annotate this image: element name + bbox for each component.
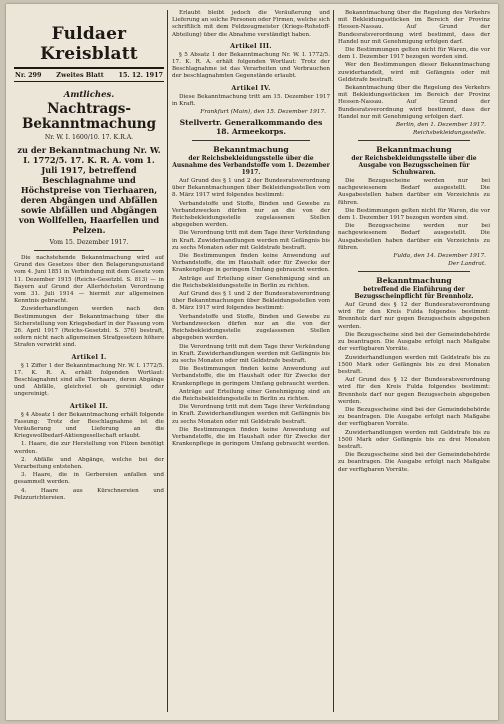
paragraph: Zuwiderhandlungen werden nach den Bestimmungen der Bekanntmachung über die Sicherstellung von Kriegsbedarf in der Fassung vom 26. April 1917 (Reichs-Gesetzbl. S. 376) bestraft, sofern nicht nach allgemeinen Strafgesetzen höhere Strafen verwirkt sind. bbox=[14, 306, 164, 349]
article-deck: zu der Bekanntmachung Nr. W. I. 1772/5. 17. K. R. A. vom 1. Juli 1917, betreffend Beschlagnahme und Höchstpreise von Tierhaaren, deren Abgängen und Abfällen sowie Abfällen und Abgängen von Wollfellen, Haarfellen und Pelzen. bbox=[17, 145, 161, 235]
signoff: Frankfurt (Main), den 15. Dezember 1917. bbox=[200, 109, 326, 116]
paragraph: Auf Grund des § 12 der Bundesratsverordnung wird für den Kreis Fulda folgendes bestimmt: Brennholz darf nur gegen Bezugsschein abgegeben werden. bbox=[338, 302, 490, 330]
headline-line-2: Bekanntmachung bbox=[21, 116, 157, 132]
masthead-title: Fuldaer Kreisblatt bbox=[40, 24, 138, 64]
paragraph: Wer den Bestimmungen dieser Bekanntmachung zuwiderhandelt, wird mit Gefängnis oder mit Geldstrafe bestraft. bbox=[338, 62, 490, 83]
section-heading: Stellvertr. Generalkommando des 18. Armeekorps. bbox=[179, 118, 323, 137]
divider bbox=[192, 140, 310, 141]
paragraph: Die Bestimmungen gelten nicht für Waren, die vor dem 1. Dezember 1917 bezogen worden sind. bbox=[338, 207, 490, 222]
headline-line-1: Nachtrags- bbox=[47, 101, 131, 117]
paragraph: Die Bezugsscheine sind bei der Gemeindebehörde zu beantragen. Die Ausgabe erfolgt nach Maßgabe der verfügbaren Vorräte. bbox=[338, 331, 490, 353]
signoff-authority: Der Landrat. bbox=[448, 261, 486, 268]
paragraph: § 5 Absatz 1 der Bekanntmachung Nr. W. I. 1772/5. 17. K. R. A. erhält folgenden Wortlaut: Trotz der Beschlagnahme ist das Verarbeiten und Verbrauchen der beschlagnahmten Gegenstände erlaubt. bbox=[172, 51, 330, 80]
signoff-place: Fulda, den 14. Dezember 1917. bbox=[393, 253, 486, 260]
paragraph: § 4 Absatz 1 der Bekanntmachung erhält folgende Fassung: Trotz der Beschlagnahme ist die Veräußerung und Lieferung an die Kriegswollbedarf-Aktiengesellschaft erlaubt. bbox=[14, 411, 164, 440]
paragraph: Anträge auf Erteilung einer Genehmigung sind an die Reichsbekleidungsstelle in Berlin zu richten. bbox=[172, 275, 330, 289]
notice-title: Bekanntmachung bbox=[376, 145, 452, 155]
edition-label: Zweites Blatt bbox=[56, 71, 104, 79]
paragraph: § 1 Ziffer 1 der Bekanntmachung Nr. W. I. 1772/5. 17. K. R. A. erhält folgenden Wortlaut: Beschlagnahmt sind alle Tierhaare, deren Abgänge und Abfälle, gleichviel ob gereinigt oder ungereinigt. bbox=[14, 362, 164, 398]
headline bbox=[14, 102, 164, 132]
list-item: 3. Haare, die in Gerbereien anfallen und gesammelt werden. bbox=[14, 472, 164, 486]
notice-subtitle: der Reichsbekleidungsstelle über die Ausgabe von Bezugsscheinen für Schuhwaren. bbox=[351, 155, 477, 177]
issue-number: Nr. 299 bbox=[15, 71, 42, 79]
paragraph: Auf Grund des § 1 und 2 der Bundesratsverordnung über Bekanntmachungen über Bekleidungsstellen vom 8. März 1917 wird folgendes bestimmt: bbox=[172, 291, 330, 312]
divider bbox=[358, 140, 470, 141]
section-kicker: Amtliches. bbox=[63, 90, 115, 100]
column-middle bbox=[172, 10, 330, 712]
article-heading: Artikel II. bbox=[69, 401, 109, 410]
paragraph: Die Bestimmungen gelten nicht für Waren, die vor dem 1. Dezember 1917 bezogen worden sind. bbox=[338, 47, 490, 61]
paragraph: Die Bestimmungen finden keine Anwendung auf Verbandstoffe, die im Haushalt oder für Zwecke der Krankenpflege in geringem Umfang gebraucht werden. bbox=[172, 366, 330, 387]
reference-number: Nr. W. I. 1600/10. 17. K.R.A. bbox=[44, 134, 134, 141]
paragraph: Die Bestimmungen finden keine Anwendung auf Verbandstoffe, die im Haushalt oder für Zwecke der Krankenpflege in geringem Umfang gebraucht werden. bbox=[172, 253, 330, 274]
paragraph: Verbandstoffe und Stoffe, Binden und Gewebe zu Verbandzwecken dürfen nur an die von der Reichsbekleidungsstelle zugelassenen Stellen abgegeben werden. bbox=[172, 200, 330, 229]
paragraph: Die Verordnung tritt mit dem Tage ihrer Verkündung in Kraft. Zuwiderhandlungen werden mit Gefängnis bis zu sechs Monaten oder mit Geldstrafe bestraft. bbox=[172, 230, 330, 251]
masthead-rule bbox=[14, 67, 164, 69]
article-heading: Artikel IV. bbox=[231, 83, 271, 92]
article-heading: Artikel I. bbox=[71, 352, 107, 361]
paragraph: Zuwiderhandlungen werden mit Geldstrafe bis zu 1500 Mark oder Gefängnis bis zu drei Monaten bestraft. bbox=[338, 429, 490, 450]
column-left bbox=[14, 10, 164, 712]
paragraph: Verbandstoffe und Stoffe, Binden und Gewebe zu Verbandzwecken dürfen nur an die von der Reichsbekleidungsstelle zugelassenen Stellen abgegeben werden. bbox=[172, 313, 330, 342]
paragraph: Die nachstehende Bekanntmachung wird auf Grund des Gesetzes über den Belagerungszustand vom 4. Juni 1851 in Verbindung mit dem Gesetz vom 11. Dezember 1915 (Reichs-Gesetzbl. S. 813) — in Bayern auf Grund der Allerhöchsten Verordnung vom 31. Juli 1914 — hiermit zur allgemeinen Kenntnis gebracht. bbox=[14, 255, 164, 305]
signoff-place: Berlin, den 1. Dezember 1917. bbox=[395, 122, 486, 129]
notice-subtitle: betreffend die Einführung der Bezugsscheinpflicht für Brennholz. bbox=[354, 286, 474, 301]
dateline: Vom 15. Dezember 1917. bbox=[49, 239, 129, 246]
list-item: 1. Haare, die zur Herstellung von Filzen benötigt werden. bbox=[14, 441, 164, 455]
list-item: 2. Abfälle und Abgänge, welche bei der Verarbeitung entstehen. bbox=[14, 456, 164, 471]
paragraph: Die Bestimmungen finden keine Anwendung auf Verbandstoffe, die im Haushalt oder für Zwecke der Krankenpflege in geringem Umfang gebraucht werden. bbox=[172, 426, 330, 448]
newspaper-page bbox=[6, 4, 498, 720]
paragraph: Die Verordnung tritt mit dem Tage ihrer Verkündung in Kraft. Zuwiderhandlungen werden mit Gefängnis bis zu sechs Monaten oder mit Geldstrafe bestraft. bbox=[172, 404, 330, 425]
divider bbox=[358, 271, 470, 272]
paragraph: Bekanntmachung über die Regelung des Verkehrs mit Bekleidungsstücken im Bereich der Provinz Hessen-Nassau. Auf Grund der Bundesratsverordnung wird bestimmt, dass der Handel nur mit Genehmigung erfolgen darf. bbox=[338, 85, 490, 120]
paragraph: Bekanntmachung über die Regelung des Verkehrs mit Bekleidungsstücken im Bereich der Provinz Hessen-Nassau. Auf Grund der Bundesratsverordnung wird bestimmt, dass der Handel nur mit Genehmigung erfolgen darf. bbox=[338, 10, 490, 45]
masthead-info bbox=[14, 70, 164, 82]
notice-subtitle: der Reichsbekleidungsstelle über die Ausnahme des Verbandstoffe vom 1. Dezember 1917. bbox=[172, 155, 330, 177]
issue-date: 15. 12. 1917 bbox=[118, 71, 163, 79]
paragraph: Die Bezugsscheine sind bei der Gemeindebehörde zu beantragen. Die Ausgabe erfolgt nach Maßgabe der verfügbaren Vorräte. bbox=[338, 452, 490, 473]
paragraph: Erlaubt bleibt jedoch die Veräußerung und Lieferung an solche Personen oder Firmen, welche sich schriftlich mit dem Feldzeugmeister (Kriegs-Rohstoff-Abteilung) über die Abnahme verständigt haben. bbox=[172, 10, 330, 38]
column-rule bbox=[333, 10, 334, 712]
paragraph: Auf Grund des § 12 der Bundesratsverordnung wird für den Kreis Fulda folgendes bestimmt: Brennholz darf nur gegen Bezugsschein abgegeben werden. bbox=[338, 377, 490, 405]
paragraph: Die Verordnung tritt mit dem Tage ihrer Verkündung in Kraft. Zuwiderhandlungen werden mit Gefängnis bis zu sechs Monaten oder mit Geldstrafe bestraft. bbox=[172, 343, 330, 364]
paragraph: Die Bezugsscheine werden nur bei nachgewiesenem Bedarf ausgestellt. Die Ausgabestellen haben darüber ein Verzeichnis zu führen. bbox=[338, 178, 490, 206]
paragraph: Auf Grund des § 1 und 2 der Bundesratsverordnung über Bekanntmachungen über Bekleidungsstellen vom 8. März 1917 wird folgendes bestimmt: bbox=[172, 178, 330, 199]
notice-title: Bekanntmachung bbox=[376, 276, 452, 286]
column-right bbox=[338, 10, 490, 712]
paragraph: Zuwiderhandlungen werden mit Geldstrafe bis zu 1500 Mark oder Gefängnis bis zu drei Monaten bestraft. bbox=[338, 354, 490, 375]
list-item: 4. Haare aus Kürschnereien und Pelzzurichtereien. bbox=[14, 487, 164, 501]
paragraph: Anträge auf Erteilung einer Genehmigung sind an die Reichsbekleidungsstelle in Berlin zu richten. bbox=[172, 388, 330, 402]
paragraph: Die Bezugsscheine werden nur bei nachgewiesenem Bedarf ausgestellt. Die Ausgabestellen haben darüber ein Verzeichnis zu führen. bbox=[338, 223, 490, 251]
divider bbox=[34, 250, 144, 251]
signoff-authority: Reichsbekleidungsstelle. bbox=[413, 130, 486, 137]
notice-title: Bekanntmachung bbox=[213, 145, 289, 155]
paragraph: Diese Bekanntmachung tritt am 15. Dezember 1917 in Kraft. bbox=[172, 93, 330, 107]
column-rule bbox=[167, 10, 168, 712]
paragraph: Die Bezugsscheine sind bei der Gemeindebehörde zu beantragen. Die Ausgabe erfolgt nach Maßgabe der verfügbaren Vorräte. bbox=[338, 406, 490, 428]
article-heading: Artikel III. bbox=[230, 41, 272, 50]
